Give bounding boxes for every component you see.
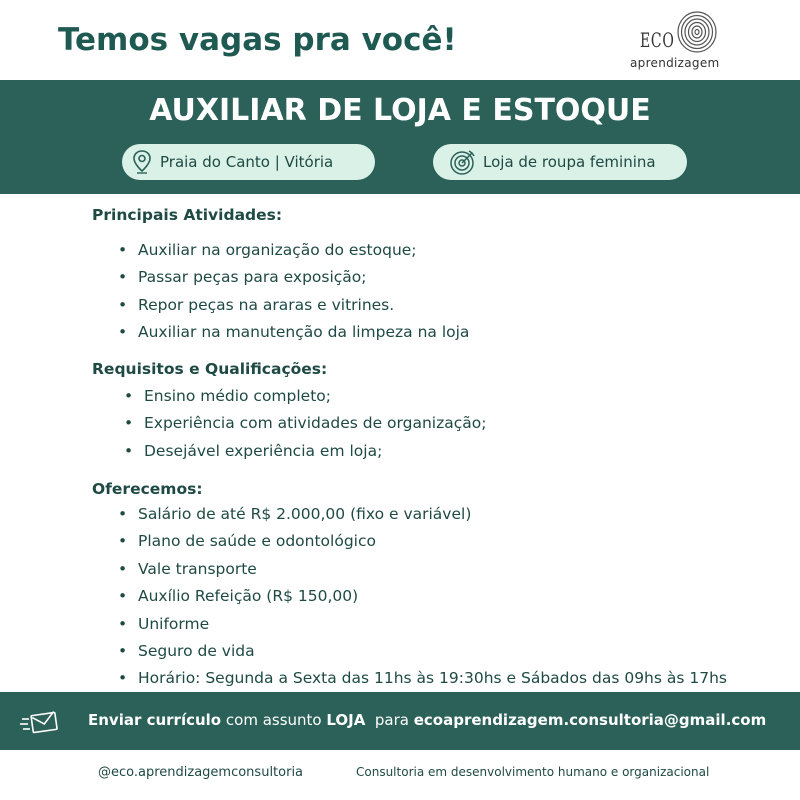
logo-text: ECO: [640, 28, 675, 52]
job-details: [0, 194, 800, 692]
footer-tagline: Consultoria em desenvolvimento humano e organizacional: [356, 765, 710, 779]
list-item: • Plano de saúde e odontológico: [118, 528, 727, 555]
requirements-title: Requisitos e Qualificações:: [92, 360, 328, 378]
cta-subject: LOJA: [326, 711, 366, 729]
map-pin-icon: [132, 149, 152, 175]
activities-title: Principais Atividades:: [92, 206, 283, 224]
list-item: • Salário de até R$ 2.000,00 (fixo e variável): [118, 501, 727, 528]
list-item: • Uniforme: [118, 611, 727, 638]
list-item: • Auxiliar na organização do estoque;: [118, 237, 469, 264]
location-pill: [122, 144, 375, 180]
job-title: AUXILIAR DE LOJA E ESTOQUE: [149, 93, 651, 128]
target-icon: [449, 148, 477, 176]
list-item: • Experiência com atividades de organização;: [124, 410, 486, 437]
cta-text-4: para: [365, 711, 414, 729]
list-item: • Horário: Segunda a Sexta das 11hs às 19:30hs e Sábados das 09hs às 17hs: [118, 665, 727, 692]
store-type-pill: [433, 144, 687, 180]
fingerprint-icon: [676, 10, 718, 54]
list-item: • Vale transporte: [118, 556, 727, 583]
brand-logo: [628, 8, 728, 72]
list-item: • Desejável experiência em loja;: [124, 438, 486, 465]
offers-list: [118, 501, 727, 692]
list-item: • Seguro de vida: [118, 638, 727, 665]
location-label: Praia do Canto | Vitória: [160, 153, 334, 171]
offers-title: Oferecemos:: [92, 480, 203, 498]
list-item: • Repor peças na araras e vitrines.: [118, 292, 469, 319]
list-item: • Auxílio Refeição (R$ 150,00): [118, 583, 727, 610]
cta-strong-1: Enviar currículo: [88, 711, 222, 729]
store-type-label: Loja de roupa feminina: [483, 153, 656, 171]
cta-text: [88, 711, 766, 729]
headline: Temos vagas pra você!: [58, 22, 457, 58]
activities-list: [118, 237, 469, 347]
cta-text-2: com assunto: [221, 711, 327, 729]
cta-email[interactable]: ecoaprendizagem.consultoria@gmail.com: [413, 711, 767, 729]
send-mail-icon: [20, 710, 60, 736]
logo-subtitle: aprendizagem: [630, 56, 720, 70]
list-item: • Passar peças para exposição;: [118, 264, 469, 291]
list-item: • Ensino médio completo;: [124, 383, 486, 410]
list-item: • Auxiliar na manutenção da limpeza na loja: [118, 319, 469, 346]
social-handle[interactable]: @eco.aprendizagemconsultoria: [98, 765, 304, 780]
requirements-list: [124, 383, 486, 465]
